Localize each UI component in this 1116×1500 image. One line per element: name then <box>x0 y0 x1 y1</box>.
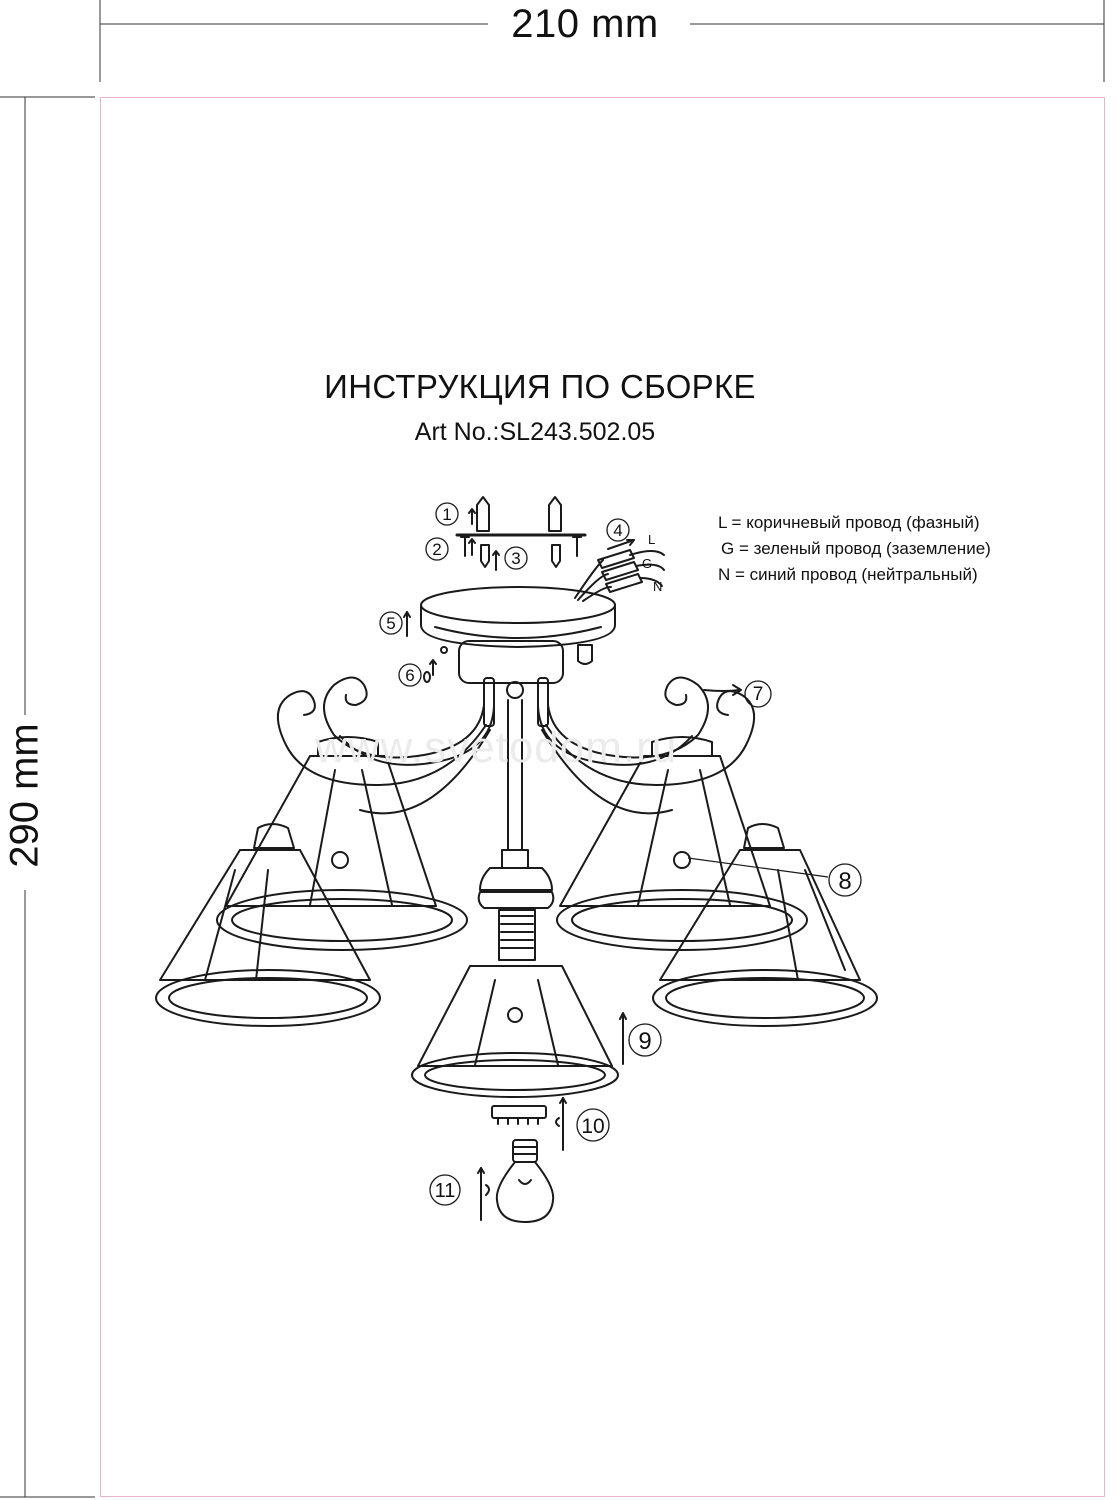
legend-line-l: L = коричневый провод (фазный) <box>718 513 980 532</box>
width-dimension-label: 210 mm <box>511 2 659 46</box>
legend-line-g: G = зеленый провод (заземление) <box>721 539 991 558</box>
wire-letter-l: L <box>648 532 656 547</box>
step-label-2: 2 <box>432 540 442 559</box>
step-label-9: 9 <box>638 1028 652 1055</box>
article-number: Art No.:SL243.502.05 <box>414 418 656 446</box>
wire-letter-n: N <box>653 579 663 594</box>
step-label-4: 4 <box>613 521 623 540</box>
step-label-10: 10 <box>581 1115 605 1138</box>
step-label-8: 8 <box>838 868 852 895</box>
step-label-1: 1 <box>442 505 452 524</box>
height-dimension-text: 290 mm <box>2 723 47 868</box>
step-label-3: 3 <box>511 549 521 568</box>
document-title: ИНСТРУКЦИЯ ПО СБОРКЕ <box>324 368 756 405</box>
watermark: www.svetodom.ru <box>315 723 678 772</box>
step-label-6: 6 <box>405 666 415 685</box>
step-label-11: 11 <box>434 1180 456 1202</box>
step-label-5: 5 <box>386 614 396 633</box>
page-frame <box>100 97 1105 1497</box>
legend-line-n: N = синий провод (нейтральный) <box>718 565 978 584</box>
wire-letter-g: G <box>642 556 653 571</box>
step-label-7: 7 <box>752 684 764 705</box>
